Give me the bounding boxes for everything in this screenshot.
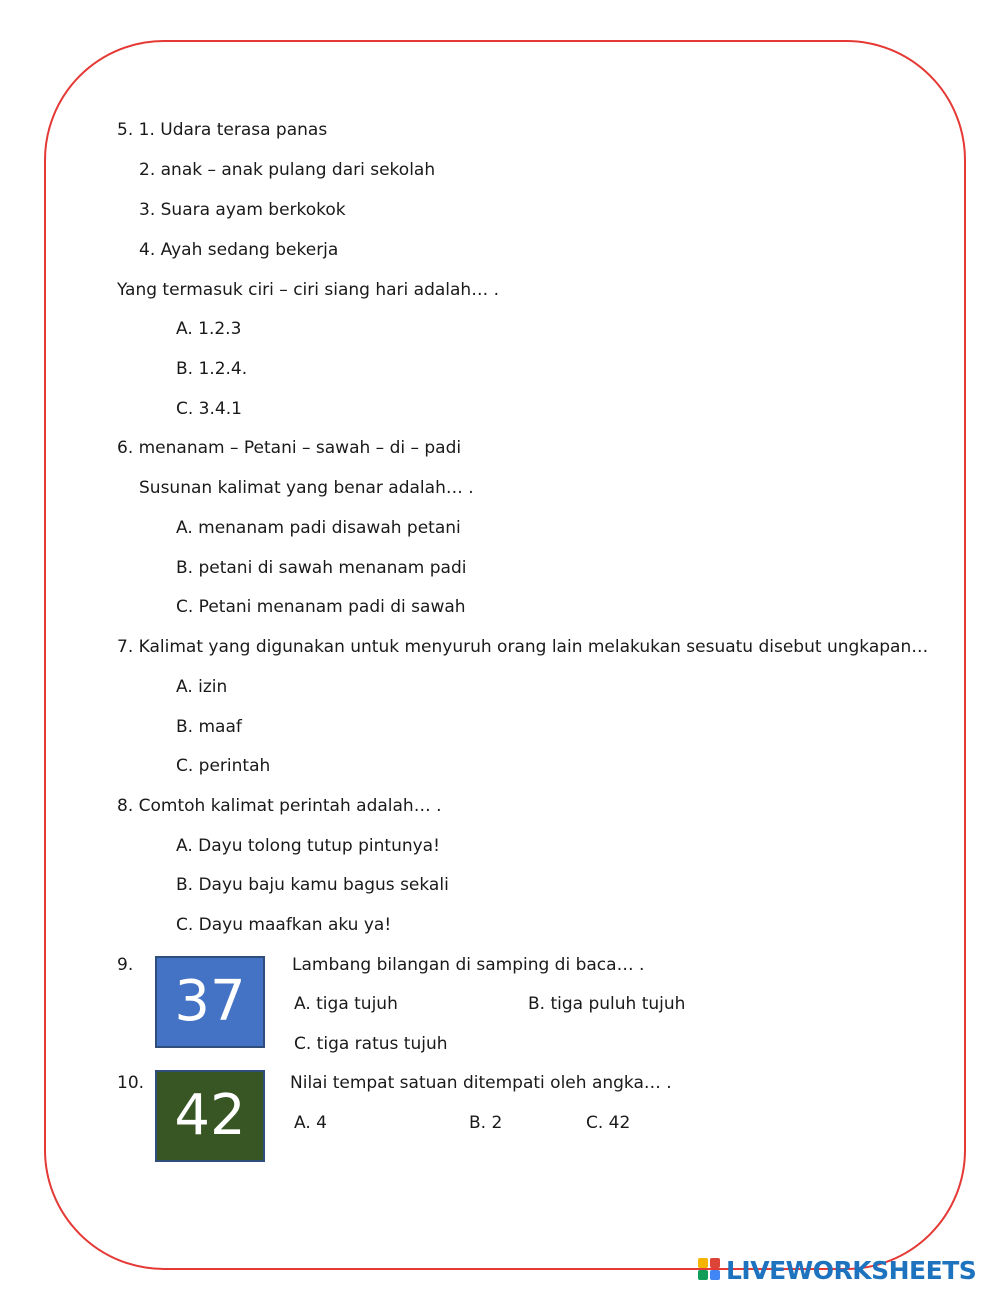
q6-question: Susunan kalimat yang benar adalah… . [139,478,474,498]
q10-number: 10. [117,1073,145,1093]
q5-item-4: 4. Ayah sedang bekerja [139,240,339,260]
q7-option-b: B. maaf [176,717,242,737]
q9-option-c: C. tiga ratus tujuh [294,1034,448,1054]
q9-number: 9. [117,955,134,975]
q5-option-b: B. 1.2.4. [176,359,248,379]
brand-name: LIVEWORKSHEETS [726,1255,977,1285]
q8-option-c: C. Dayu maafkan aku ya! [176,915,392,935]
q5-option-a: A. 1.2.3 [176,319,242,339]
q9-question: Lambang bilangan di samping di baca… . [292,955,645,975]
q5-item-3: 3. Suara ayam berkokok [139,200,346,220]
q9-option-a: A. tiga tujuh [294,994,398,1014]
q5-question: Yang termasuk ciri – ciri siang hari adalah… . [117,280,500,300]
q5-option-c: C. 3.4.1 [176,399,242,419]
q10-number-box: 42 [155,1070,265,1162]
q8-option-b: B. Dayu baju kamu bagus sekali [176,875,449,895]
q8-option-a: A. Dayu tolong tutup pintunya! [176,836,440,856]
q7-question: 7. Kalimat yang digunakan untuk menyuruh orang lain melakukan sesuatu disebut ungkapan… [117,637,929,657]
q6-prompt: 6. menanam – Petani – sawah – di – padi [117,438,462,458]
liveworksheets-logo[interactable] [698,1256,976,1284]
q9-number-box: 37 [155,956,265,1048]
q10-option-b: B. 2 [469,1113,503,1133]
q10-option-c: C. 42 [586,1113,631,1133]
q9-option-b: B. tiga puluh tujuh [528,994,686,1014]
q6-option-a: A. menanam padi disawah petani [176,518,461,538]
q5-item-1: 5. 1. Udara terasa panas [117,120,328,140]
q7-option-a: A. izin [176,677,228,697]
q5-item-2: 2. anak – anak pulang dari sekolah [139,160,436,180]
q7-option-c: C. perintah [176,756,271,776]
q6-option-b: B. petani di sawah menanam padi [176,558,467,578]
q10-option-a: A. 4 [294,1113,327,1133]
q6-option-c: C. Petani menanam padi di sawah [176,597,466,617]
q10-question: Nilai tempat satuan ditempati oleh angka… . [290,1073,672,1093]
q8-question: 8. Comtoh kalimat perintah adalah… . [117,796,442,816]
liveworksheets-logo-icon [698,1258,722,1282]
